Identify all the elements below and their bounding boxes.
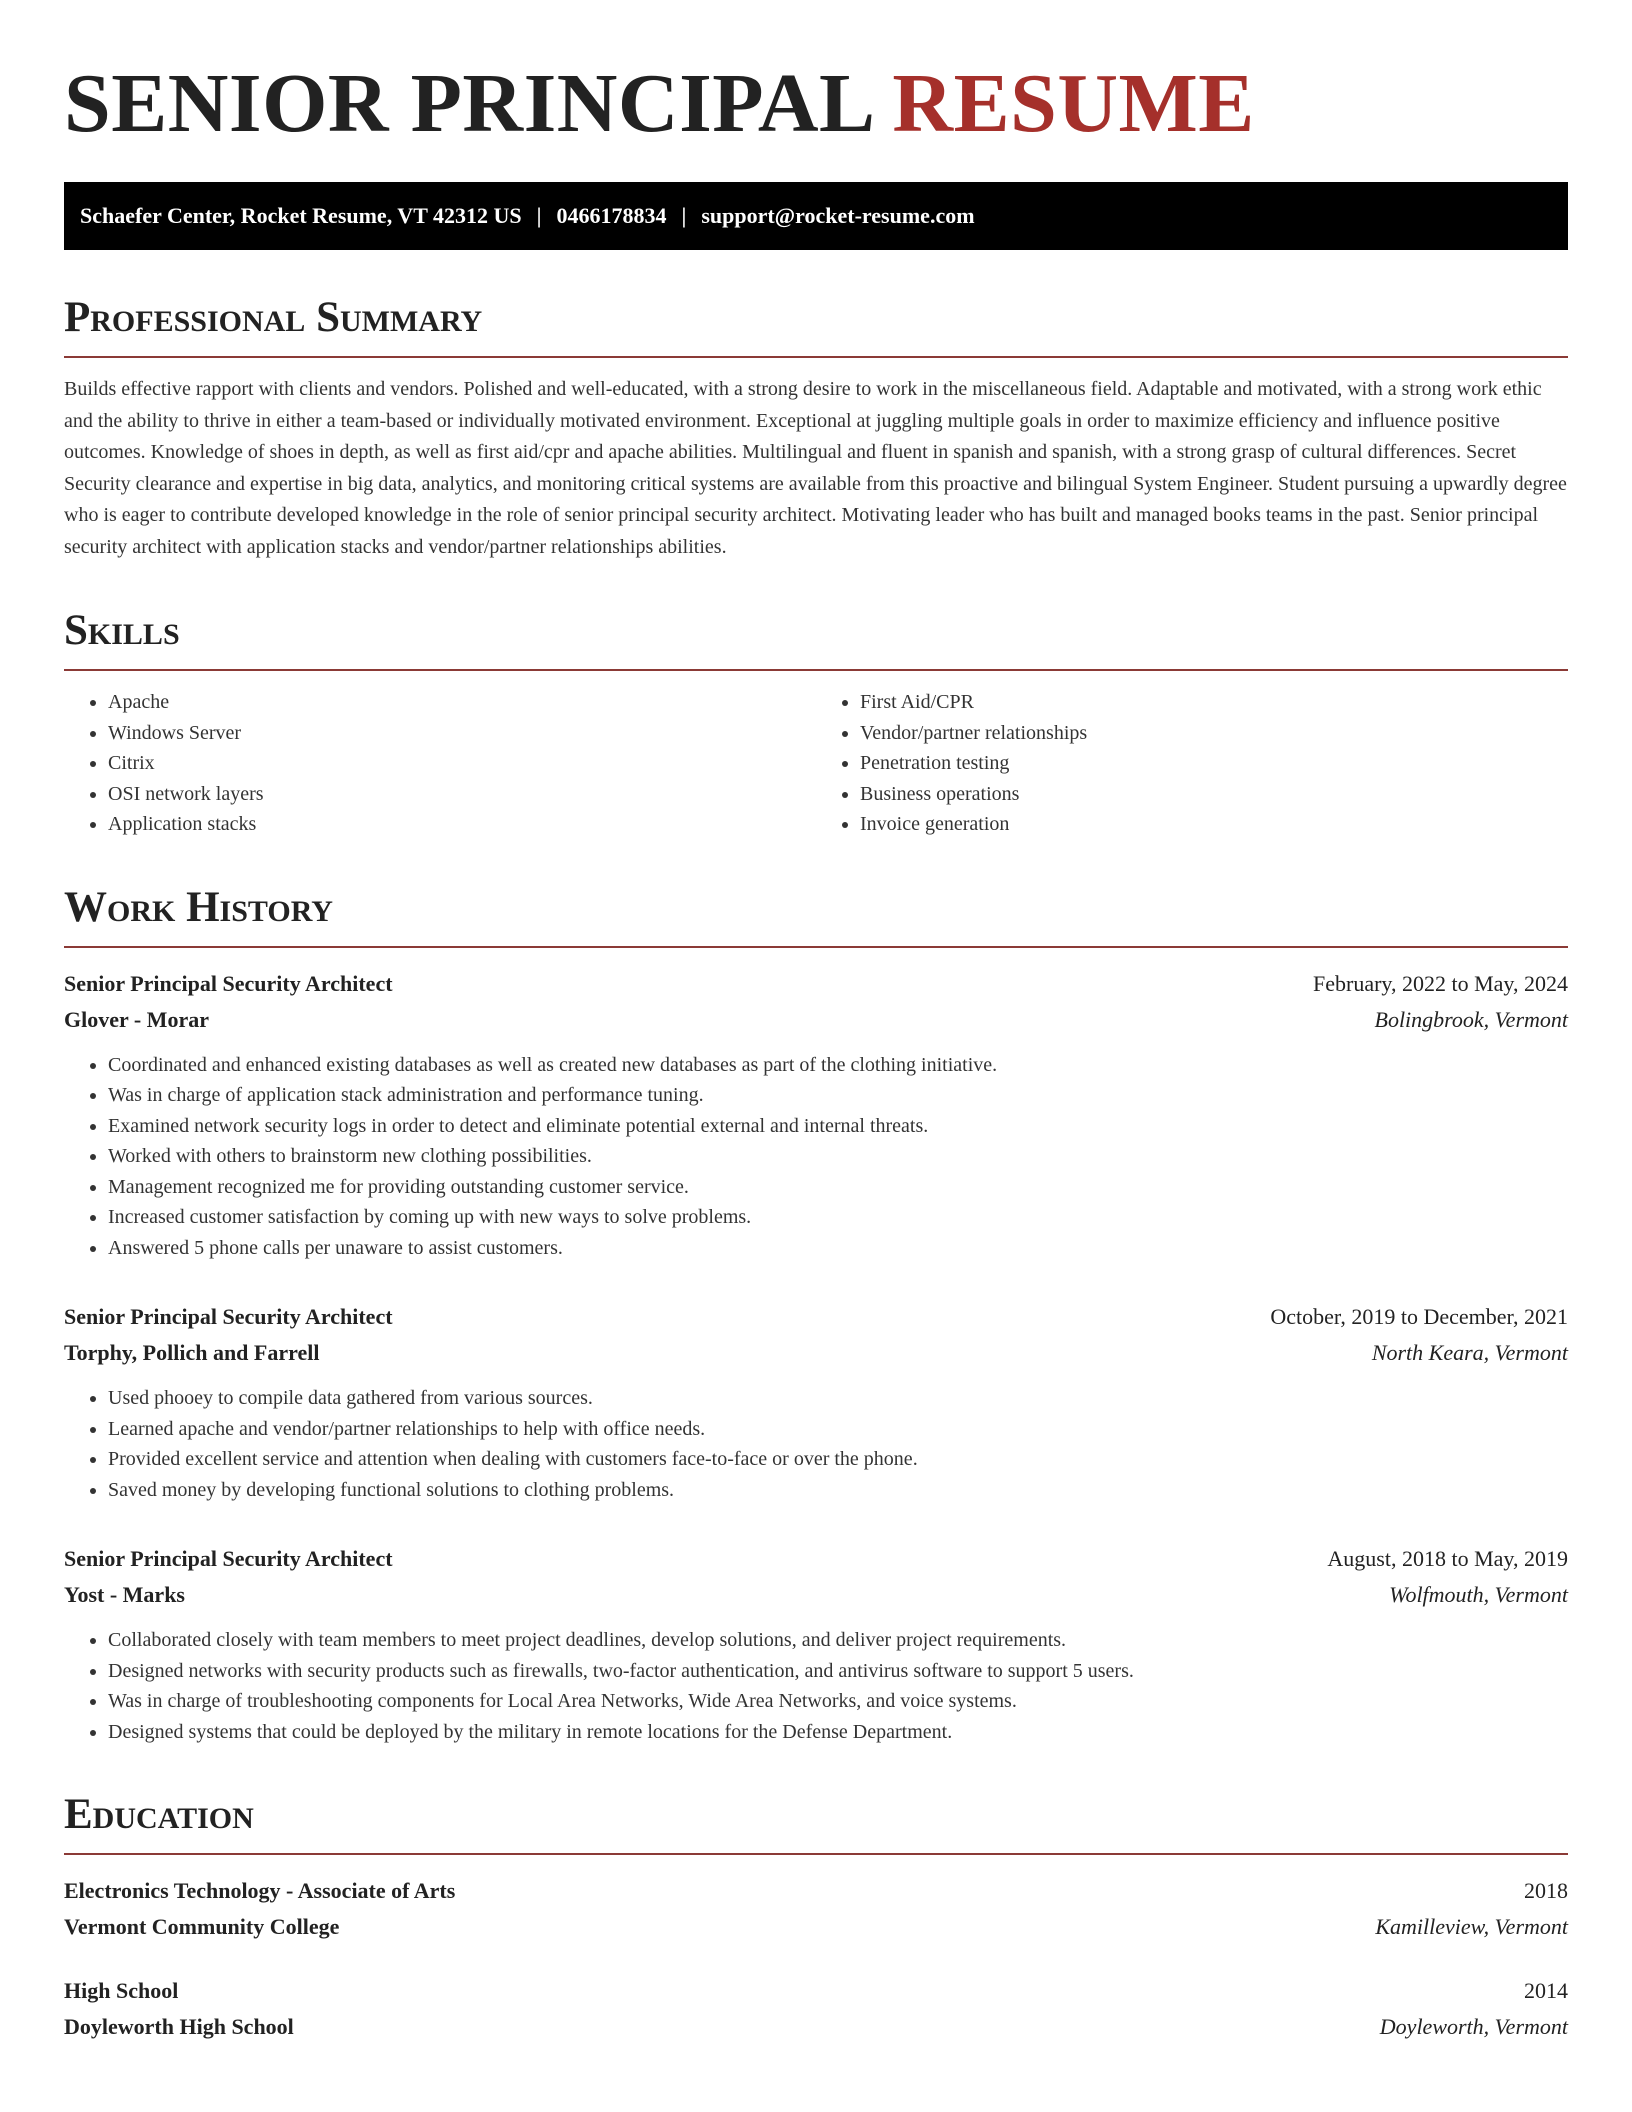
job-bullet: • Coordinated and enhanced existing databases as well as created new databases as part of the clothing initiative. (108, 1050, 1568, 1081)
contact-separator: | (681, 203, 687, 228)
education-school-row (64, 1909, 1568, 1945)
job-company-row (64, 1002, 1568, 1038)
education-header-row (64, 1873, 1568, 1909)
education-degree: Electronics Technology - Associate of Arts (64, 1878, 456, 1903)
job-company: Yost - Marks (64, 1582, 185, 1607)
education-degree: High School (64, 1978, 179, 2003)
education-section (64, 1791, 1568, 2045)
education-school-row (64, 2009, 1568, 2045)
job-role: Senior Principal Security Architect (64, 1546, 393, 1571)
job-bullets (64, 1050, 1568, 1264)
job-entry (64, 966, 1568, 1264)
job-bullet: • Worked with others to brainstorm new clothing possibilities. (108, 1141, 1568, 1172)
section-title-work-history: Work History (64, 884, 1568, 948)
summary-text: Builds effective rapport with clients and vendors. Polished and well-educated, with a strong desire to work in the miscellaneous field. Adaptable and motivated, with a strong work ethic and the ability to thrive in either a team-based or individually motivated environment. Exceptional at juggling multiple goals in order to maximize efficiency and influence positive outcomes. Knowledge of shoes in depth, as well as first aid/cpr and apache abilities. Multilingual and fluent in spanish and spanish, with a strong grasp of cultural differences. Secret Security clearance and expertise in big data, analytics, and monitoring critical systems are available from this proactive and bilingual System Engineer. Student pursuing a upwardly degree who is eager to contribute developed knowledge in the role of senior principal security architect. Motivating leader who has built and managed books teams in the past. Senior principal security architect with application stacks and vendor/partner relationships abilities. (64, 378, 1567, 558)
job-bullet: • Increased customer satisfaction by coming up with new ways to solve problems. (108, 1202, 1568, 1233)
section-title-summary: Professional Summary (64, 294, 1568, 358)
job-dates: February, 2022 to May, 2024 (1313, 970, 1568, 996)
job-bullet: • Designed networks with security products such as firewalls, two-factor authentication, and antivirus software to support 5 users. (108, 1656, 1568, 1687)
skills-section (64, 607, 1568, 840)
job-bullet: • Learned apache and vendor/partner relationships to help with office needs. (108, 1414, 1568, 1445)
education-location: Kamilleview, Vermont (1375, 1914, 1568, 1939)
job-company-row (64, 1335, 1568, 1371)
job-bullet: • Provided excellent service and attention when dealing with customers face-to-face or over the phone. (108, 1444, 1568, 1475)
work-history-section (64, 884, 1568, 1748)
education-header-row (64, 1973, 1568, 2009)
skill-item: • First Aid/CPR (860, 687, 1568, 718)
contact-email: support@rocket-resume.com (701, 203, 975, 228)
skills-list-left (64, 687, 816, 840)
contact-bar (64, 182, 1568, 250)
skill-item: • Vendor/partner relationships (860, 718, 1568, 749)
skills-list-right (816, 687, 1568, 840)
job-bullet: • Examined network security logs in order to detect and eliminate potential external and internal threats. (108, 1111, 1568, 1142)
job-dates: August, 2018 to May, 2019 (1327, 1546, 1568, 1571)
job-entry (64, 1299, 1568, 1505)
job-location: Bolingbrook, Vermont (1374, 1006, 1568, 1032)
professional-summary-section (64, 294, 1568, 563)
job-header-row (64, 966, 1568, 1002)
contact-phone: 0466178834 (556, 203, 667, 228)
contact-address: Schaefer Center, Rocket Resume, VT 42312 US (80, 203, 522, 228)
education-year: 2014 (1524, 1978, 1568, 2003)
contact-separator: | (536, 203, 542, 228)
job-company-row (64, 1577, 1568, 1613)
education-school: Doyleworth High School (64, 2014, 294, 2039)
job-location: North Keara, Vermont (1371, 1340, 1568, 1365)
job-bullet: • Was in charge of troubleshooting components for Local Area Networks, Wide Area Networks, and voice systems. (108, 1686, 1568, 1717)
skills-grid (64, 687, 1568, 840)
skill-item: • Invoice generation (860, 809, 1568, 840)
skill-item: • Penetration testing (860, 748, 1568, 779)
skill-item: • Apache (108, 687, 816, 718)
job-header-row (64, 1541, 1568, 1577)
education-school: Vermont Community College (64, 1914, 340, 1939)
skill-item: • Application stacks (108, 809, 816, 840)
job-header-row (64, 1299, 1568, 1335)
job-bullet: • Was in charge of application stack administration and performance tuning. (108, 1080, 1568, 1111)
job-bullet: • Answered 5 phone calls per unaware to assist customers. (108, 1233, 1568, 1264)
job-company: Glover - Morar (64, 1006, 209, 1032)
job-role: Senior Principal Security Architect (64, 970, 393, 996)
job-bullet: • Designed systems that could be deployed by the military in remote locations for the Defense Department. (108, 1717, 1568, 1748)
job-bullet: • Collaborated closely with team members to meet project deadlines, develop solutions, and deliver project requirements. (108, 1625, 1568, 1656)
education-location: Doyleworth, Vermont (1379, 2014, 1568, 2039)
job-role: Senior Principal Security Architect (64, 1304, 393, 1329)
job-bullets (64, 1383, 1568, 1505)
job-bullet: • Management recognized me for providing outstanding customer service. (108, 1172, 1568, 1203)
job-bullet: • Used phooey to compile data gathered from various sources. (108, 1383, 1568, 1414)
job-location: Wolfmouth, Vermont (1389, 1582, 1568, 1607)
education-year: 2018 (1524, 1878, 1568, 1903)
skill-item: • OSI network layers (108, 779, 816, 810)
job-entry (64, 1541, 1568, 1747)
resume-title (64, 56, 1568, 152)
skill-item: • Windows Server (108, 718, 816, 749)
skill-item: • Citrix (108, 748, 816, 779)
job-company: Torphy, Pollich and Farrell (64, 1340, 320, 1365)
skill-item: • Business operations (860, 779, 1568, 810)
section-title-skills: Skills (64, 607, 1568, 671)
section-title-education: Education (64, 1791, 1568, 1855)
title-accent: RESUME (892, 57, 1255, 150)
job-bullets (64, 1625, 1568, 1747)
job-dates: October, 2019 to December, 2021 (1270, 1304, 1568, 1329)
education-entry (64, 1873, 1568, 1945)
job-bullet: • Saved money by developing functional solutions to clothing problems. (108, 1475, 1568, 1506)
title-main: SENIOR PRINCIPAL (64, 57, 871, 150)
education-entry (64, 1973, 1568, 2045)
